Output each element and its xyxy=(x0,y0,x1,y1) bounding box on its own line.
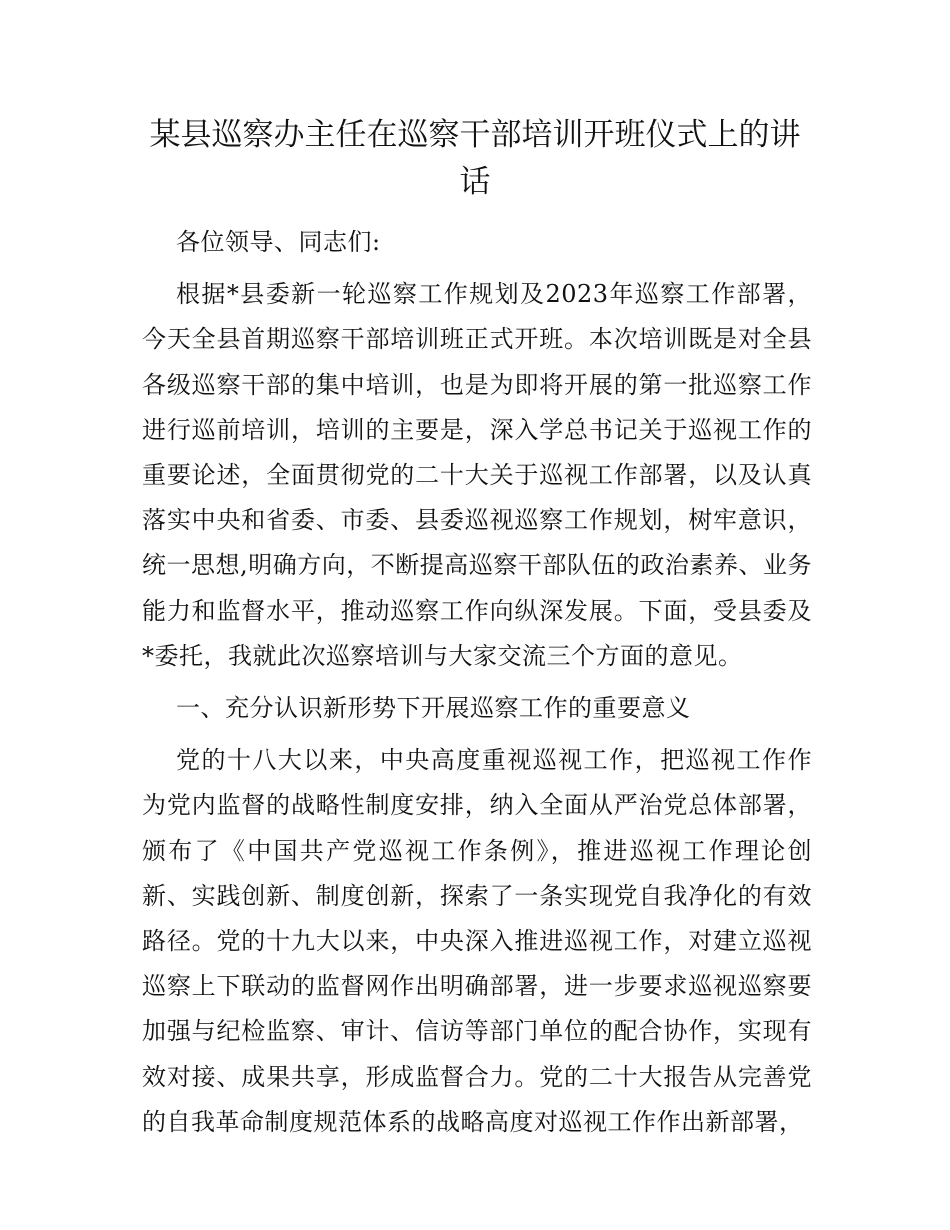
section-heading-1: 一、充分认识新形势下开展巡察工作的重要意义 xyxy=(176,694,691,723)
document-title: 某县巡察办主任在巡察干部培训开班仪式上的讲话 xyxy=(149,117,801,200)
paragraph-section-1: 党的十八大以来，中央高度重视巡视工作，把巡视工作作为党内监督的战略性制度安排，纳入全面从严治党总体部署，颁布了《中国共产党巡视工作条例》，推进巡视工作理论创新、实践创新、制度创新，探索了一条实现党自我净化的有效路径。党的十九大以来，中央深入推进巡视工作，对建立巡视巡察上下联动的监督网作出明确部署，进一步要求巡视巡察要加强与纪检监察、审计、信访等部门单位的配合协作，实现有效对接、成果共享，形成监督合力。党的二十大报告从完善党的自我革命制度规范体系的战略高度对巡视工作作出新部署， xyxy=(142,746,812,1136)
paragraph-intro: 根据*县委新一轮巡察工作规划及2023年巡察工作部署，今天全县首期巡察干部培训班正式开班。本次培训既是对全县各级巡察干部的集中培训，也是为即将开展的第一批巡察工作进行巡前培训，培训的主要是，深入学总书记关于巡视工作的重要论述，全面贯彻党的二十大关于巡视工作部署，以及认真落实中央和省委、市委、县委巡视巡察工作规划，树牢意识，统一思想,明确方向，不断提高巡察干部队伍的政治素养、业务能力和监督水平，推动巡察工作向纵深发展。下面，受县委及*委托，我就此次巡察培训与大家交流三个方面的意见。 xyxy=(142,280,812,670)
greeting: 各位领导、同志们: xyxy=(176,228,381,256)
document-body xyxy=(142,220,812,1145)
